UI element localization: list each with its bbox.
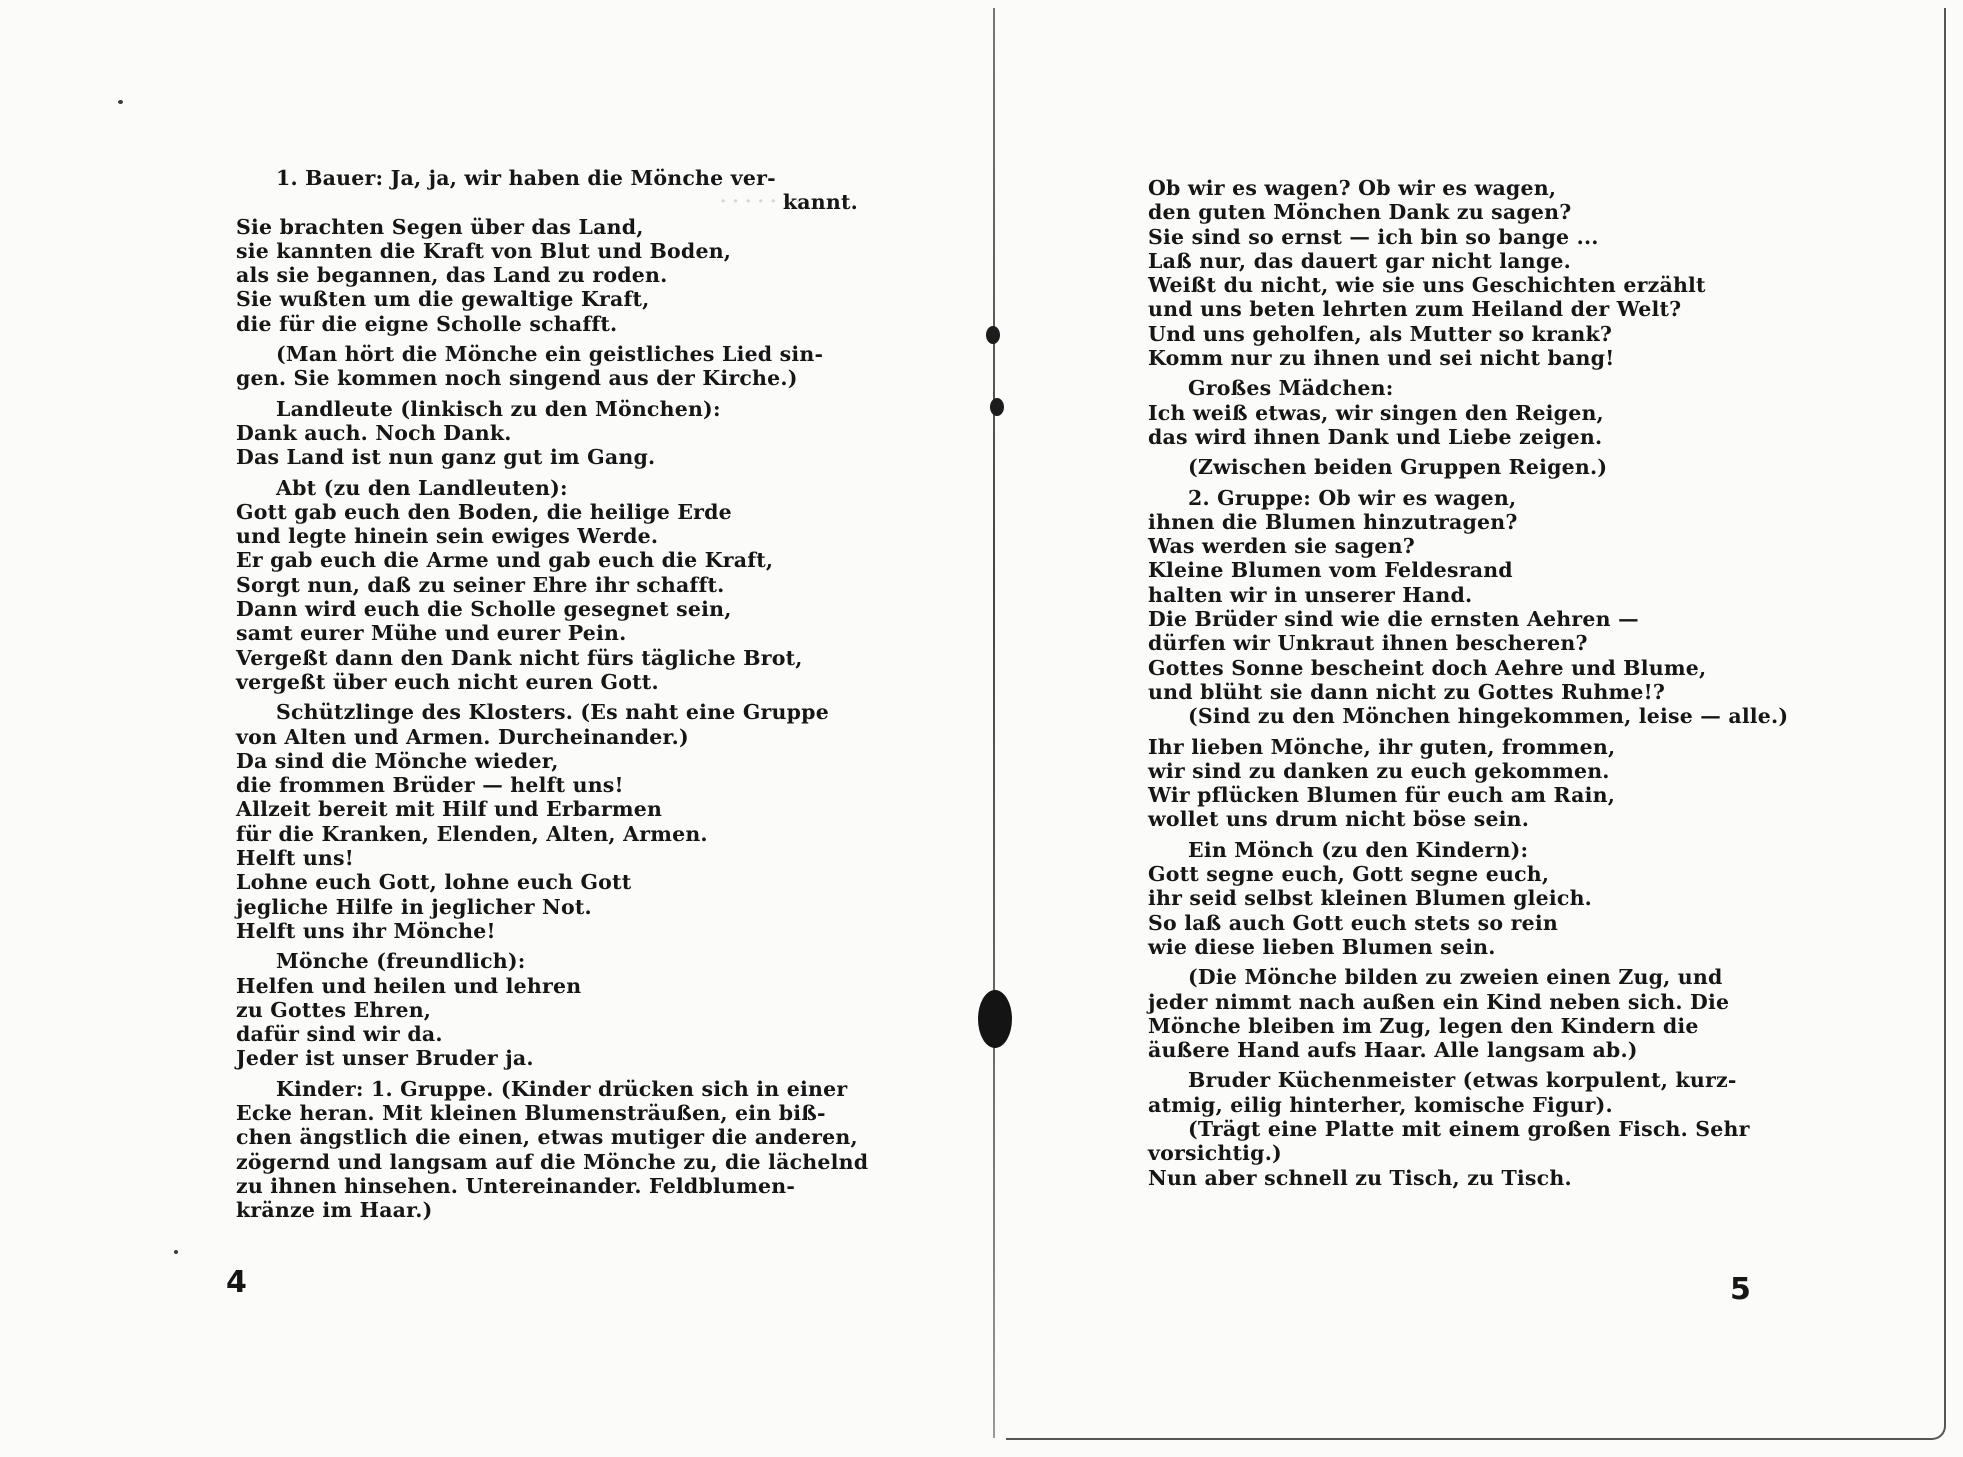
text-line: Helft uns!	[236, 846, 354, 871]
text-line: die frommen Brüder — helft uns!	[236, 773, 624, 798]
text-line: Mönche (freundlich):	[276, 949, 526, 974]
text-line: Da sind die Mönche wieder,	[236, 748, 559, 773]
text-line: Ein Mönch (zu den Kindern):	[1188, 837, 1529, 862]
text-line: dürfen wir Unkraut ihnen bescheren?	[1148, 631, 1588, 656]
left-page-text	[236, 166, 869, 1223]
text-line: zu ihnen hinsehen. Untereinander. Feldblumen-	[236, 1173, 796, 1198]
text-line: Komm nur zu ihnen und sei nicht bang!	[1148, 346, 1615, 371]
text-line: Helfen und heilen und lehren	[236, 973, 582, 998]
text-line: Sie wußten um die gewaltige Kraft,	[236, 287, 650, 312]
text-line: chen ängstlich die einen, etwas mutiger die anderen,	[236, 1125, 858, 1150]
text-line: Und uns geholfen, als Mutter so krank?	[1148, 321, 1613, 346]
text-line: Was werden sie sagen?	[1148, 534, 1415, 559]
text-line: wollet uns drum nicht böse sein.	[1148, 807, 1530, 832]
text-line: Sie sind so ernst — ich bin so bange ...	[1148, 224, 1599, 249]
text-line: Vergeßt dann den Dank nicht fürs tägliche Brot,	[236, 645, 803, 670]
text-line: Gott segne euch, Gott segne euch,	[1148, 862, 1550, 887]
text-line: den guten Mönchen Dank zu sagen?	[1148, 200, 1572, 225]
text-line: und legte hinein sein ewiges Werde.	[236, 524, 659, 549]
left-page-number: 4	[226, 1265, 247, 1300]
text-line: kränze im Haar.)	[236, 1198, 433, 1223]
text-line: wie diese lieben Blumen sein.	[1148, 934, 1496, 959]
text-line: Kinder: 1. Gruppe. (Kinder drücken sich in einer	[276, 1076, 848, 1101]
text-line: die für die eigne Scholle schafft.	[236, 311, 618, 336]
text-line: Bruder Küchenmeister (etwas korpulent, kurz-	[1188, 1068, 1737, 1093]
text-line: gen. Sie kommen noch singend aus der Kirche.)	[236, 366, 798, 391]
right-page-text	[1148, 176, 1789, 1190]
text-line: Ihr lieben Mönche, ihr guten, frommen,	[1148, 734, 1616, 759]
text-line: (Zwischen beiden Gruppen Reigen.)	[1188, 455, 1608, 480]
text-line: zögernd und langsam auf die Mönche zu, die lächelnd	[236, 1149, 869, 1174]
speck	[118, 100, 123, 104]
text-line: Großes Mädchen:	[1188, 376, 1394, 401]
text-line: 1. Bauer: Ja, ja, wir haben die Mönche ver-	[276, 166, 776, 190]
text-line: Das Land ist nun ganz gut im Gang.	[236, 445, 656, 470]
text-line: Sorgt nun, daß zu seiner Ehre ihr schafft.	[236, 572, 725, 597]
text-line: Helft uns ihr Mönche!	[236, 918, 496, 943]
speck	[174, 1250, 178, 1254]
text-line: kannt.	[782, 190, 858, 215]
text-line: Gottes Sonne bescheint doch Aehre und Blume,	[1148, 655, 1707, 680]
text-line: Allzeit bereit mit Hilf und Erbarmen	[236, 797, 663, 822]
text-line: von Alten und Armen. Durcheinander.)	[236, 724, 689, 749]
text-line: Ich weiß etwas, wir singen den Reigen,	[1148, 400, 1604, 425]
text-line: (Sind zu den Mönchen hingekommen, leise — alle.)	[1188, 704, 1789, 729]
text-line: wir sind zu danken zu euch gekommen.	[1148, 758, 1610, 783]
text-line: als sie begannen, das Land zu roden.	[236, 263, 668, 288]
text-line: Mönche bleiben im Zug, legen den Kindern die	[1148, 1013, 1699, 1038]
text-line: zu Gottes Ehren,	[236, 997, 432, 1022]
text-line: samt eurer Mühe und eurer Pein.	[236, 621, 627, 646]
text-line: Dann wird euch die Scholle gesegnet sein,	[236, 597, 732, 622]
text-line: dafür sind wir da.	[236, 1022, 443, 1047]
right-page-number: 5	[1730, 1272, 1751, 1307]
text-line: So laß auch Gott euch stets so rein	[1148, 910, 1558, 935]
text-line: Gott gab euch den Boden, die heilige Erde	[236, 499, 732, 524]
text-line: jegliche Hilfe in jeglicher Not.	[236, 894, 592, 919]
text-line: äußere Hand aufs Haar. Alle langsam ab.)	[1148, 1038, 1638, 1063]
text-line: halten wir in unserer Hand.	[1148, 582, 1473, 607]
text-line: Ob wir es wagen? Ob wir es wagen,	[1148, 176, 1557, 200]
text-line: vorsichtig.)	[1148, 1141, 1282, 1166]
text-line: Schützlinge des Klosters. (Es naht eine Gruppe	[276, 700, 829, 725]
text-line: Kleine Blumen vom Feldesrand	[1148, 558, 1513, 583]
text-line: 2. Gruppe: Ob wir es wagen,	[1188, 485, 1517, 510]
text-line: vergeßt über euch nicht euren Gott.	[236, 669, 659, 694]
text-line: Dank auch. Noch Dank.	[236, 420, 512, 445]
bleed-through: · · · · · · ·	[720, 191, 802, 212]
text-line: Lohne euch Gott, lohne euch Gott	[236, 870, 632, 895]
text-line: Abt (zu den Landleuten):	[276, 475, 568, 500]
text-line: (Trägt eine Platte mit einem großen Fisch. Sehr	[1188, 1116, 1750, 1141]
text-line: und blüht sie dann nicht zu Gottes Ruhme!?	[1148, 679, 1666, 704]
text-line: Nun aber schnell zu Tisch, zu Tisch.	[1148, 1165, 1572, 1190]
text-line: Wir pflücken Blumen für euch am Rain,	[1148, 783, 1616, 808]
text-line: sie kannten die Kraft von Blut und Boden,	[236, 238, 732, 263]
text-line: und uns beten lehrten zum Heiland der Welt?	[1148, 297, 1682, 322]
text-line: Laß nur, das dauert gar nicht lange.	[1148, 248, 1571, 273]
text-line: das wird ihnen Dank und Liebe zeigen.	[1148, 424, 1603, 449]
text-line: Ecke heran. Mit kleinen Blumensträußen, ein biß-	[236, 1100, 826, 1125]
text-line: (Die Mönche bilden zu zweien einen Zug, und	[1188, 965, 1723, 990]
text-line: Landleute (linkisch zu den Mönchen):	[276, 396, 721, 421]
text-line: jeder nimmt nach außen ein Kind neben sich. Die	[1148, 989, 1730, 1014]
text-line: Weißt du nicht, wie sie uns Geschichten erzählt	[1148, 273, 1706, 298]
text-line: ihnen die Blumen hinzutragen?	[1148, 509, 1518, 534]
text-line: Jeder ist unser Bruder ja.	[236, 1046, 534, 1071]
text-line: ihr seid selbst kleinen Blumen gleich.	[1148, 886, 1593, 911]
text-line: für die Kranken, Elenden, Alten, Armen.	[236, 821, 708, 846]
text-line: atmig, eilig hinterher, komische Figur).	[1148, 1092, 1613, 1117]
text-line: Er gab euch die Arme und gab euch die Kraft,	[236, 548, 774, 573]
text-line: Sie brachten Segen über das Land,	[236, 214, 644, 239]
text-line: (Man hört die Mönche ein geistliches Lied sin-	[276, 342, 824, 367]
text-line: Die Brüder sind wie die ernsten Aehren —	[1148, 607, 1639, 632]
